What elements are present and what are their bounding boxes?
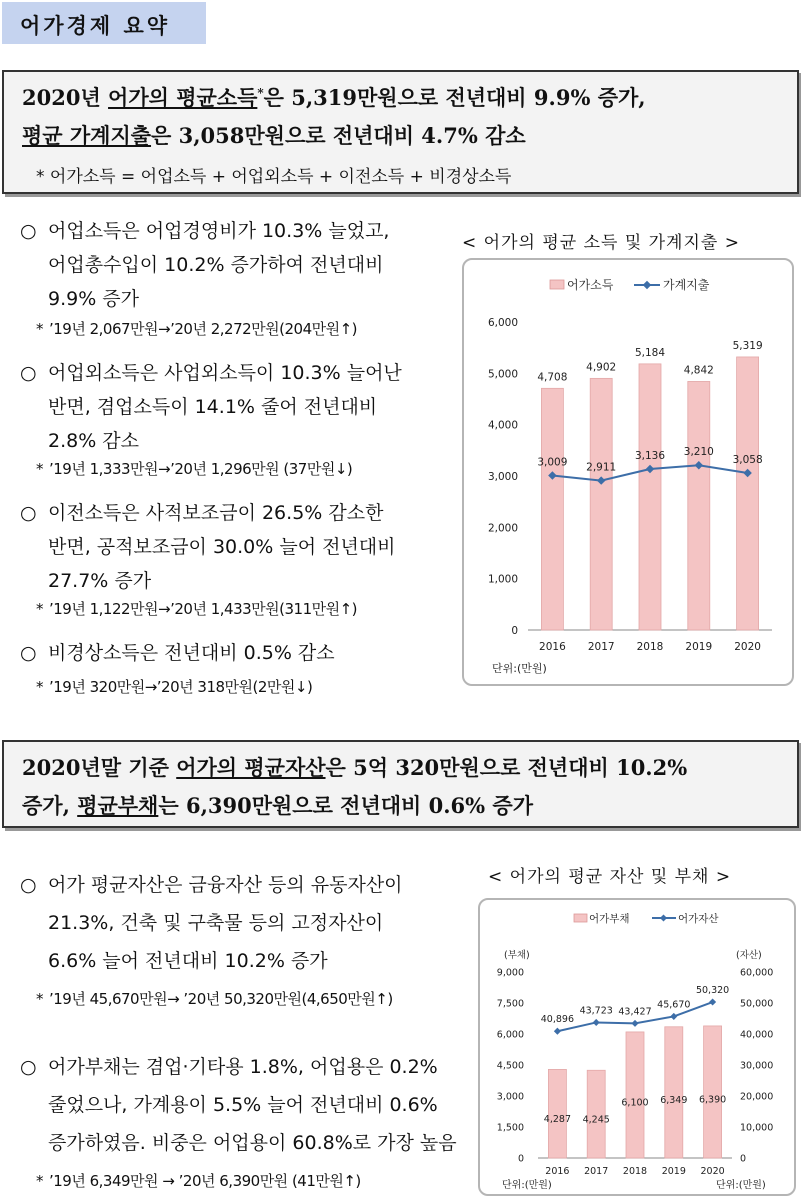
income-bar	[737, 357, 759, 630]
debt-bar-label: 6,349	[660, 1094, 688, 1106]
income-bar	[688, 381, 710, 630]
income-headline-line1: 2020년 어가의 평균소득*은 5,319만원으로 전년대비 9.9% 증가,	[22, 85, 646, 110]
x-tick-label: 2018	[622, 1166, 648, 1177]
income-bar-label: 4,708	[537, 371, 568, 384]
bullet-text-line: 반면, 겸업소득이 14.1% 줄어 전년대비	[48, 396, 378, 418]
bullet-item	[20, 636, 335, 670]
asset-point	[709, 998, 716, 1005]
left-tick-label: 4,500	[496, 1060, 524, 1072]
expense-point-label: 3,058	[732, 454, 763, 467]
bullet-mark: ○	[20, 874, 37, 896]
bullet-mark: ○	[20, 642, 37, 664]
detail-star: *	[36, 1172, 43, 1190]
debt-bar-label: 4,287	[543, 1114, 572, 1126]
bullet-item	[20, 866, 403, 980]
bullet-text-line: 어업총수입이 10.2% 증가하여 전년대비	[48, 254, 384, 276]
detail-star: *	[36, 600, 43, 618]
avg-income-term: 어가의 평균소득	[108, 85, 258, 110]
detail-star: *	[36, 678, 43, 696]
income-chart-frame	[462, 258, 794, 686]
chart1-unit-label: 단위:(만원)	[492, 662, 547, 675]
detail-text: ’19년 1,333만원→’20년 1,296만원 (37만원↓)	[49, 460, 353, 478]
x-tick-label: 2017	[587, 641, 615, 653]
bullet-mark: ○	[20, 1056, 37, 1078]
x-tick-label: 2019	[685, 641, 713, 653]
detail-text: ’19년 1,122만원→’20년 1,433만원(311만원↑)	[49, 600, 358, 618]
bullet-text-line: 어가 평균자산은 금융자산 등의 유동자산이	[48, 874, 403, 896]
income-chart-title: < 어가의 평균 소득 및 가계지출 >	[462, 233, 740, 253]
y-tick-label: 6,000	[487, 317, 518, 329]
legend-line-marker	[643, 281, 651, 289]
section-title: 어가경제 요약	[2, 2, 206, 44]
y-tick-label: 4,000	[487, 419, 518, 432]
income-formula-footnote: * 어가소득 = 어업소득 + 어업외소득 + 이전소득 + 비경상소득	[36, 167, 512, 187]
expense-point-label: 2,911	[586, 461, 617, 474]
asset-point	[593, 1019, 600, 1026]
detail-star: *	[36, 990, 43, 1008]
y-tick-label: 3,000	[487, 471, 518, 483]
y-tick-label: 2,000	[487, 522, 518, 535]
expense-point-label: 3,136	[634, 450, 666, 463]
bullet-detail	[36, 1170, 361, 1191]
left-axis-label: (부채)	[504, 950, 530, 961]
y-tick-label: 0	[511, 625, 518, 637]
asset-headline-line1: 2020년말 기준 어가의 평균자산은 5억 320만원으로 전년대비 10.2%	[22, 755, 688, 780]
asset-chart-title: < 어가의 평균 자산 및 부채 >	[488, 867, 732, 887]
asset-point	[554, 1028, 561, 1035]
y-tick-label: 1,000	[487, 573, 518, 586]
bullet-text-line: 9.9% 증가	[48, 288, 140, 310]
right-tick-label: 20,000	[740, 1091, 774, 1103]
legend-asset-label: 어가자산	[678, 913, 719, 925]
bullet-text-line: 비경상소득은 전년대비 0.5% 감소	[48, 642, 335, 664]
bullet-item	[20, 1048, 457, 1162]
right-axis-label: (자산)	[736, 950, 762, 961]
income-expense-chart	[464, 260, 792, 684]
asset-headline-line2: 증가, 평균부채는 6,390만원으로 전년대비 0.6% 증가	[22, 793, 533, 818]
bullet-text-line: 6.6% 늘어 전년대비 10.2% 증가	[48, 950, 328, 972]
detail-text: ’19년 45,670만원→ ’20년 50,320만원(4,650만원↑)	[49, 990, 393, 1008]
x-tick-label: 2020	[700, 1166, 725, 1177]
income-bar	[639, 364, 661, 630]
bullet-item	[20, 356, 402, 458]
asset-point-label: 50,320	[695, 985, 730, 997]
x-tick-label: 2016	[545, 1166, 570, 1177]
bullet-text-line: 21.3%, 건축 및 구축물 등의 고정자산이	[48, 912, 384, 934]
asset-point-label: 40,896	[540, 1014, 575, 1026]
bullet-text-line: 어업외소득은 사업외소득이 10.3% 늘어난	[48, 362, 402, 384]
x-tick-label: 2017	[584, 1166, 609, 1177]
right-tick-label: 0	[740, 1153, 747, 1165]
income-bar	[590, 378, 612, 630]
detail-star: *	[36, 320, 43, 338]
x-tick-label: 2020	[734, 641, 761, 653]
right-tick-label: 10,000	[740, 1122, 774, 1134]
detail-text: ’19년 320만원→’20년 318만원(2만원↓)	[49, 678, 313, 696]
right-tick-label: 50,000	[740, 998, 774, 1010]
asset-point-label: 43,723	[579, 1005, 613, 1017]
bullet-text-line: 어가부채는 겸업·기타용 1.8%, 어업용은 0.2%	[48, 1056, 438, 1078]
chart2-unit-left: 단위:(만원)	[502, 1180, 552, 1191]
bullet-item	[20, 496, 396, 598]
bullet-text-line: 이전소득은 사적보조금이 26.5% 감소한	[48, 502, 384, 524]
bullet-detail	[36, 988, 393, 1009]
bullet-text-line: 줄었으나, 가계용이 5.5% 늘어 전년대비 0.6%	[48, 1094, 438, 1116]
x-tick-label: 2016	[539, 641, 566, 653]
legend-line-marker	[660, 914, 667, 921]
bullet-detail	[36, 598, 357, 619]
income-bar-label: 5,184	[634, 346, 666, 359]
left-tick-label: 1,500	[496, 1122, 524, 1134]
bullet-text-line: 27.7% 증가	[48, 570, 152, 592]
expense-point-label: 3,009	[537, 456, 568, 469]
legend-income-label: 어가소득	[567, 278, 614, 292]
income-bar-label: 4,842	[683, 364, 714, 377]
bullet-text-line: 어업소득은 어업경영비가 10.3% 늘었고,	[48, 220, 390, 242]
x-tick-label: 2018	[636, 641, 664, 653]
detail-star: *	[36, 460, 43, 478]
asset-debt-chart	[480, 900, 794, 1194]
legend-bar-swatch	[550, 280, 564, 289]
avg-asset-term: 어가의 평균자산	[176, 755, 326, 780]
left-tick-label: 6,000	[496, 1029, 524, 1041]
avg-debt-term: 평균부채	[77, 793, 159, 818]
avg-household-expense-term: 평균 가계지출	[22, 123, 152, 148]
left-tick-label: 9,000	[496, 967, 524, 979]
chart2-unit-right: 단위:(만원)	[716, 1180, 766, 1191]
asset-chart-frame	[478, 898, 796, 1196]
left-tick-label: 3,000	[496, 1091, 524, 1103]
asset-summary-box	[2, 740, 799, 828]
right-tick-label: 40,000	[740, 1029, 774, 1041]
debt-bar-label: 6,100	[621, 1097, 649, 1109]
bullet-detail	[36, 318, 357, 339]
detail-text: ’19년 2,067만원→’20년 2,272만원(204만원↑)	[49, 320, 358, 338]
left-tick-label: 0	[517, 1153, 524, 1165]
debt-bar-label: 6,390	[698, 1094, 727, 1106]
right-tick-label: 30,000	[740, 1060, 774, 1072]
debt-bar-label: 4,245	[582, 1114, 610, 1126]
bullet-mark: ○	[20, 362, 37, 384]
asset-point	[631, 1020, 638, 1027]
bullet-mark: ○	[20, 220, 37, 242]
left-tick-label: 7,500	[496, 998, 524, 1010]
bullet-text-line: 2.8% 감소	[48, 430, 140, 452]
x-tick-label: 2019	[661, 1166, 686, 1177]
income-bar	[541, 388, 563, 630]
bullet-text-line: 반면, 공적보조금이 30.0% 늘어 전년대비	[48, 536, 396, 558]
asset-point-label: 43,427	[618, 1006, 652, 1018]
bullet-item	[20, 214, 389, 316]
right-tick-label: 60,000	[740, 967, 774, 979]
y-tick-label: 5,000	[487, 368, 518, 381]
legend-expense-label: 가계지출	[663, 278, 710, 292]
income-bar-label: 4,902	[586, 361, 617, 374]
asset-point	[670, 1013, 677, 1020]
legend-debt-label: 어가부채	[589, 913, 630, 925]
bullet-mark: ○	[20, 502, 37, 524]
bullet-text-line: 증가하였음. 비중은 어업용이 60.8%로 가장 높음	[48, 1132, 457, 1154]
expense-point-label: 3,210	[683, 446, 714, 459]
legend-bar-swatch	[574, 914, 587, 922]
detail-text: ’19년 6,349만원 → ’20년 6,390만원 (41만원↑)	[49, 1172, 361, 1190]
income-bar-label: 5,319	[732, 339, 763, 352]
debt-bar	[665, 1027, 683, 1158]
asset-point-label: 45,670	[657, 999, 691, 1011]
bullet-detail	[36, 676, 312, 697]
income-headline-line2: 평균 가계지출은 3,058만원으로 전년대비 4.7% 감소	[22, 123, 526, 148]
debt-bar	[626, 1032, 644, 1158]
income-summary-box	[2, 70, 799, 194]
bullet-detail	[36, 458, 352, 479]
debt-bar	[704, 1026, 722, 1158]
